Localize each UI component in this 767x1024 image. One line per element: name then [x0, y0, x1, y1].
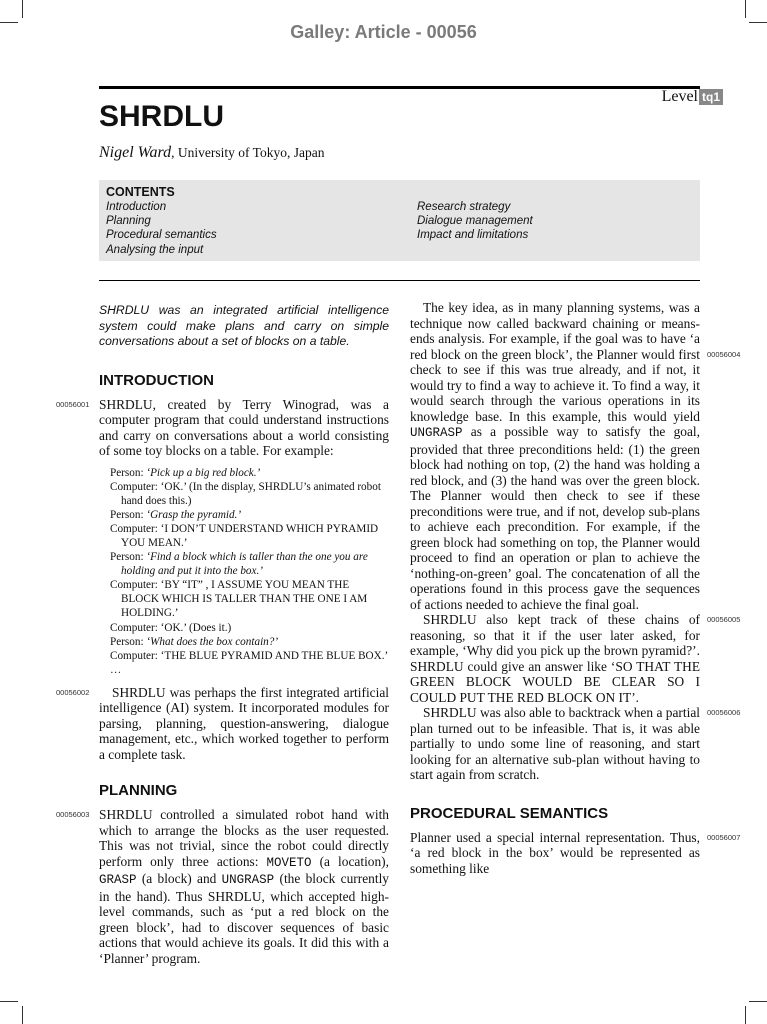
- paragraph-text: (the block currently in the hand). Thus SHRDLU, which accepted high-level commands, such as ‘put a red block on the green block’, had to discover sequences of basic actions that would achieve its goals. It did this with a ‘Planner’ program.: [99, 871, 389, 966]
- crop-mark: [745, 1006, 746, 1024]
- paragraph: [410, 705, 741, 783]
- paragraph-text: SHRDLU was perhaps the first integrated artificial intelligence (AI) system. It incorporated modules for parsing, planning, question-answering, dialogue management, etc., which worked together to perform a complete task.: [99, 684, 389, 762]
- paragraph-id: 00056003: [56, 810, 90, 820]
- dialog-text: ‘OK.’ (Does it.): [160, 621, 232, 634]
- code-term: UNGRASP: [410, 426, 463, 440]
- paragraph-text: Planner used a special internal representation. Thus, ‘a red block in the box’ would be represented as something like: [410, 829, 700, 876]
- contents-item[interactable]: Introduction: [106, 201, 167, 213]
- dialog-speaker: Person:: [110, 635, 147, 648]
- dialog-line: [110, 578, 389, 620]
- dialog-text: ‘OK.’ (In the display, SHRDLU’s animated robot hand does this.): [121, 480, 381, 507]
- contents-item[interactable]: Planning: [106, 215, 151, 228]
- paragraph-id: 00056007: [707, 832, 741, 842]
- code-term: GRASP: [99, 873, 137, 888]
- dialog-speaker: Computer:: [110, 579, 161, 592]
- contents-column-2: [417, 200, 533, 243]
- dialog-speaker: Computer:: [110, 522, 161, 535]
- dialog-line: [110, 522, 389, 550]
- dialog-text: ‘What does the box contain?’: [146, 635, 279, 648]
- code-term: UNGRASP: [221, 873, 275, 888]
- author-line: [99, 144, 324, 162]
- dialog-text: ‘THE BLUE PYRAMID AND THE BLUE BOX.’: [160, 649, 389, 662]
- paragraph: [56, 807, 389, 966]
- paragraph-id: 00056004: [707, 350, 741, 359]
- contents-item[interactable]: Dialogue management: [417, 215, 533, 228]
- dialog-speaker: Person:: [110, 466, 147, 479]
- contents-box: [99, 180, 700, 261]
- paragraph-text: SHRDLU also kept track of these chains of reasoning, so that it if the user later asked, for example, ‘Why did you pick up the brown pyramid?’. SHRDLU could give an answer like ‘SO THAT THE GREEN BLOCK WOULD BE CLEAR SO I COULD PUT THE RED BLOCK ON IT’.: [410, 612, 700, 705]
- paragraph-text: SHRDLU controlled a simulated robot hand with which to arrange the blocks as the user requested. This was not trivial, since the robot could directly perform only three actions:: [99, 807, 389, 869]
- paragraph-text: The key idea, as in many planning systems, was a technique now called backward chaining or means-ends analysis. For example, if the goal was to have ‘a red block on the green block’, the Planner would first check to see if this was true already, and if not, it would try to find a way to achieve it. To find a way, it would search through the various operations in its knowledge base. In this example, this would yield: [410, 300, 700, 424]
- example-dialog: [99, 466, 389, 677]
- level-indicator: [662, 88, 723, 106]
- dialog-text: ‘BY “IT” , I ASSUME YOU MEAN THE BLOCK WHICH IS TALLER THAN THE ONE I AM HOLDING.’: [121, 579, 368, 620]
- left-column: [56, 300, 389, 966]
- crop-mark: [0, 1001, 18, 1002]
- paragraph-text: (a location),: [311, 853, 389, 869]
- paragraph: [56, 684, 389, 763]
- paragraph-id: 00056005: [707, 615, 741, 624]
- article-title: SHRDLU: [99, 100, 224, 133]
- contents-item[interactable]: Procedural semantics: [106, 229, 217, 242]
- heading-introduction: INTRODUCTION: [99, 371, 214, 389]
- paragraph-id: 00056001: [56, 399, 90, 409]
- dialog-speaker: Computer:: [110, 649, 161, 662]
- dialog-line: [110, 550, 389, 578]
- contents-item[interactable]: Impact and limitations: [417, 229, 529, 242]
- dialog-speaker: Computer:: [110, 480, 161, 493]
- paragraph: [410, 829, 741, 877]
- dialog-ellipsis: …: [110, 663, 122, 676]
- dialog-line: [110, 635, 389, 649]
- dialog-text: ‘Pick up a big red block.’: [146, 466, 261, 479]
- paragraph-text: (a block) and: [136, 871, 222, 887]
- crop-mark: [749, 1001, 767, 1002]
- paragraph-text: as a possible way to satisfy the goal, provided that three preconditions held: (1) the green block had nothing on top, (2) the hand was holding a red block, and (3) the hand was over the green block. The Planner would then check to see if these preconditions were true, and if not, develop sub-plans to achieve each precondition. For example, if the green block had something on top, the Planner would proceed to find an operation or plan to achieve the ‘nothing-on-green’ goal. The concatenation of all the operations found in this process gave the sequences of actions needed to achieve the final goal.: [410, 424, 700, 612]
- dialog-line: [110, 480, 389, 508]
- dialog-line: [110, 508, 389, 522]
- right-column: [410, 300, 741, 876]
- contents-heading: CONTENTS: [106, 185, 175, 199]
- section-rule: [99, 280, 700, 281]
- dialog-speaker: Person:: [110, 508, 147, 521]
- crop-mark: [22, 1006, 23, 1024]
- contents-column-1: [106, 200, 217, 257]
- abstract: SHRDLU was an integrated artificial intelligence system could make plans and carry on simple conversations about a set of blocks on a table.: [99, 303, 389, 348]
- crop-mark: [22, 0, 23, 18]
- dialog-speaker: Person:: [110, 551, 147, 564]
- level-tag: tq1: [699, 89, 723, 105]
- level-label: Level: [661, 88, 698, 105]
- heading-planning: PLANNING: [99, 782, 178, 800]
- dialog-text: ‘Grasp the pyramid.’: [146, 508, 242, 521]
- paragraph: [410, 612, 741, 705]
- paragraph-text: SHRDLU was also able to backtrack when a partial plan turned out to be infeasible. That is, it was able partially to undo some line of reasoning, and start looking for an alternative sub-plan without having to start again from scratch.: [410, 705, 700, 782]
- galley-header: Galley: Article - 00056: [290, 22, 477, 42]
- paragraph: [56, 396, 389, 459]
- paragraph: [410, 300, 741, 612]
- dialog-speaker: Computer:: [110, 621, 161, 634]
- paragraph-id: 00056006: [707, 708, 741, 717]
- top-rule: [99, 86, 700, 89]
- paragraph-text: SHRDLU, created by Terry Winograd, was a computer program that could understand instructions and carry on conversations about a world consisting of some toy blocks on a table. For example:: [99, 396, 389, 458]
- code-term: MOVETO: [266, 855, 312, 870]
- dialog-line: [110, 649, 389, 663]
- contents-item[interactable]: Analysing the input: [106, 243, 204, 256]
- paragraph-id: 00056002: [56, 687, 90, 697]
- author-name: Nigel Ward: [99, 144, 172, 161]
- author-affiliation: , University of Tokyo, Japan: [171, 145, 325, 160]
- heading-procedural-semantics: PROCEDURAL SEMANTICS: [410, 804, 609, 822]
- dialog-line: [110, 621, 389, 635]
- dialog-text: ‘I DON’T UNDERSTAND WHICH PYRAMID YOU MEAN.’: [121, 522, 379, 549]
- contents-item[interactable]: Research strategy: [417, 201, 511, 213]
- crop-mark: [745, 0, 746, 18]
- dialog-line: [110, 466, 389, 480]
- dialog-text: ‘Find a block which is taller than the one you are holding and put it into the box.’: [121, 551, 368, 578]
